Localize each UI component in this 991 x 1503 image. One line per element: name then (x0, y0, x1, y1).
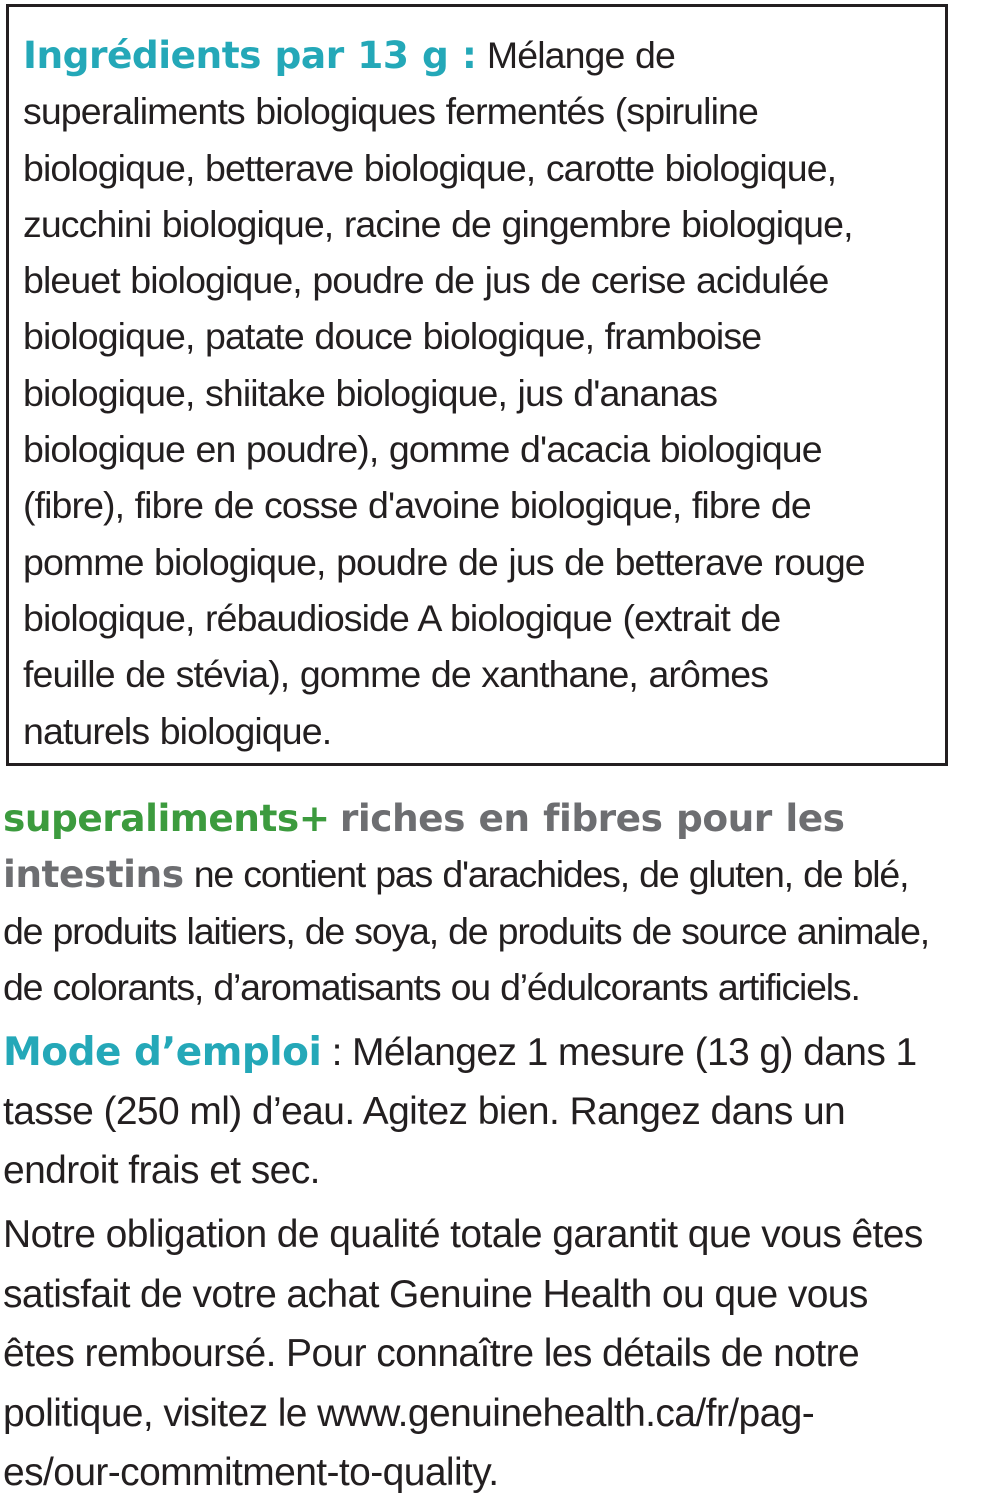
brand-name: superaliments+ (3, 796, 330, 840)
allergen-text: de colorants, d’aromatisants ou d’édulcorants artificiels. (3, 965, 860, 1008)
ingredients-line: pomme biologique, poudre de jus de betterave rouge (23, 540, 865, 583)
directions-text: endroit frais et sec. (3, 1149, 320, 1192)
ingredients-line: biologique, patate douce biologique, framboise (23, 315, 762, 358)
quality-guarantee (3, 1205, 991, 1503)
directions-heading: Mode d’emploi (3, 1030, 322, 1075)
ingredients-text (23, 27, 928, 759)
allergen-text: ne contient pas d'arachides, de gluten, de blé, (193, 853, 909, 896)
guarantee-url-line: politique, visitez le www.genuinehealth.ca/fr/pag- (3, 1391, 815, 1435)
ingredients-line: biologique, betterave biologique, carotte biologique, (23, 146, 837, 189)
guarantee-text: êtes remboursé. Pour connaître les détails de notre (3, 1332, 860, 1375)
guarantee-text: Notre obligation de qualité totale garantit que vous êtes (3, 1213, 923, 1256)
ingredients-line: biologique, rébaudioside A biologique (extrait de (23, 596, 781, 639)
ingredients-box (6, 4, 948, 766)
ingredients-heading: Ingrédients par 13 g : (23, 33, 477, 77)
allergen-text: de produits laitiers, de soya, de produits de source animale, (3, 909, 929, 952)
product-name-continued: intestins (3, 852, 184, 897)
allergen-statement (3, 790, 973, 1015)
directions-text: tasse (250 ml) d’eau. Agitez bien. Rangez dans un (3, 1090, 846, 1133)
ingredients-line: superaliments biologiques fermentés (spiruline (23, 90, 758, 133)
ingredients-line: biologique, shiitake biologique, jus d'ananas (23, 371, 718, 414)
guarantee-url-line: es/our-commitment-to-quality. (3, 1451, 499, 1494)
ingredients-line: feuille de stévia), gomme de xanthane, arômes (23, 653, 769, 696)
directions (3, 1023, 991, 1200)
directions-text: : Mélangez 1 mesure (13 g) dans 1 (331, 1031, 917, 1074)
ingredients-line: naturels biologique. (23, 709, 332, 752)
guarantee-text: satisfait de votre achat Genuine Health ou que vous (3, 1272, 868, 1316)
ingredients-line: bleuet biologique, poudre de jus de cerise acidulée (23, 259, 829, 302)
ingredients-line: Mélange de (486, 34, 675, 76)
ingredients-line: (fibre), fibre de cosse d'avoine biologique, fibre de (23, 484, 811, 527)
ingredients-line: biologique en poudre), gomme d'acacia biologique (23, 428, 822, 471)
product-name: riches en fibres pour les (339, 796, 845, 840)
ingredients-line: zucchini biologique, racine de gingembre biologique, (23, 202, 853, 245)
